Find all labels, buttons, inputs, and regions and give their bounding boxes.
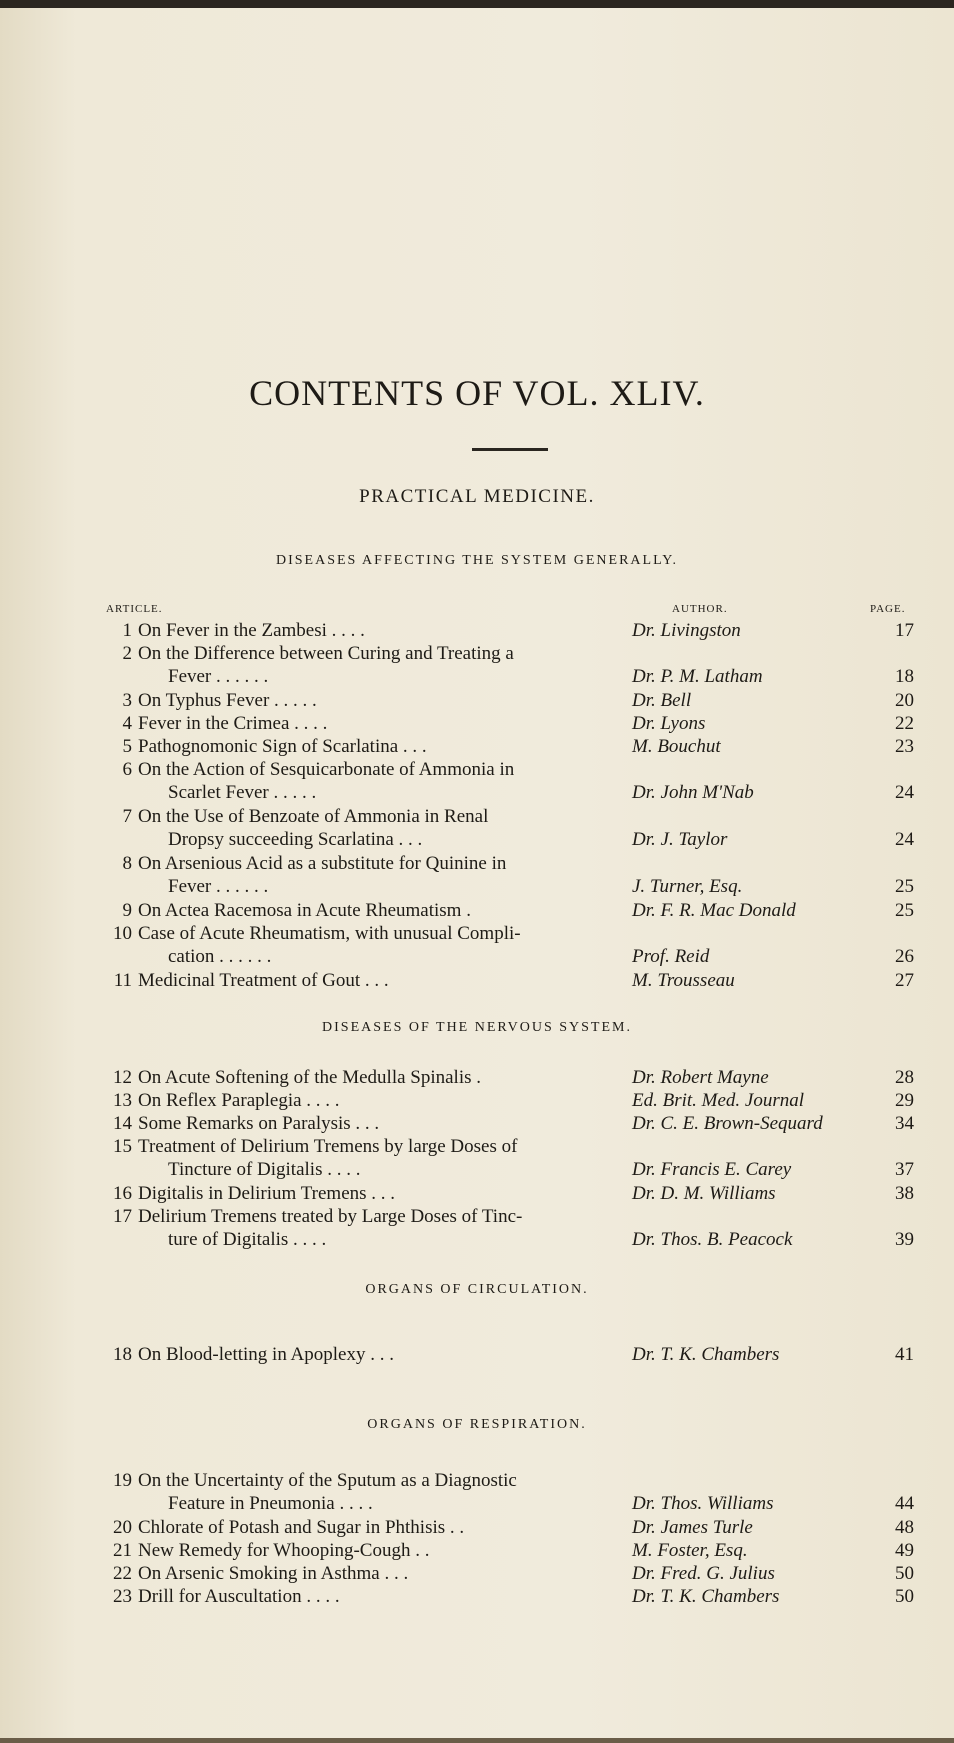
toc-entry bbox=[0, 1067, 954, 1090]
toc-entry bbox=[0, 853, 954, 900]
page-number: 27 bbox=[895, 970, 914, 991]
article-title-continued: ture of Digitalis . . . . bbox=[168, 1229, 327, 1250]
article-author: Dr. C. E. Brown-Sequard bbox=[632, 1113, 823, 1134]
article-number: 22 bbox=[113, 1563, 132, 1584]
toc-entry bbox=[0, 1344, 954, 1367]
toc-entry bbox=[0, 970, 954, 993]
article-author: Dr. T. K. Chambers bbox=[632, 1344, 780, 1365]
article-author: Dr. Francis E. Carey bbox=[632, 1159, 792, 1180]
article-number: 11 bbox=[113, 970, 132, 991]
article-title-continued: Fever . . . . . . bbox=[168, 666, 269, 687]
page-number: 22 bbox=[895, 713, 914, 734]
article-title: On Reflex Paraplegia . . . . bbox=[138, 1090, 340, 1111]
article-title: On Arsenic Smoking in Asthma . . . bbox=[138, 1563, 409, 1584]
column-header-author: AUTHOR. bbox=[672, 603, 728, 615]
page-title: CONTENTS OF VOL. XLIV. bbox=[249, 373, 705, 413]
article-number: 21 bbox=[113, 1540, 132, 1561]
page-number: 39 bbox=[895, 1229, 914, 1250]
article-title-continued: Feature in Pneumonia . . . . bbox=[168, 1493, 373, 1514]
article-number: 4 bbox=[122, 713, 132, 734]
page-number: 37 bbox=[895, 1159, 914, 1180]
article-title: Pathognomonic Sign of Scarlatina . . . bbox=[138, 736, 427, 757]
article-title: Delirium Tremens treated by Large Doses of Tinc- bbox=[138, 1206, 523, 1227]
page-number: 44 bbox=[895, 1493, 914, 1514]
article-author: Dr. Thos. Williams bbox=[632, 1493, 774, 1514]
article-author: J. Turner, Esq. bbox=[632, 876, 743, 897]
article-number: 6 bbox=[122, 759, 132, 780]
article-title: On Blood-letting in Apoplexy . . . bbox=[138, 1344, 394, 1365]
section-heading: DISEASES AFFECTING THE SYSTEM GENERALLY. bbox=[275, 553, 679, 568]
article-number: 9 bbox=[122, 900, 132, 921]
page-number: 26 bbox=[895, 946, 914, 967]
page-number: 29 bbox=[895, 1090, 914, 1111]
column-header-page: PAGE. bbox=[870, 603, 906, 615]
article-number: 18 bbox=[113, 1344, 132, 1365]
article-number: 12 bbox=[113, 1067, 132, 1088]
article-number: 23 bbox=[113, 1586, 132, 1607]
article-title-continued: Dropsy succeeding Scarlatina . . . bbox=[168, 829, 423, 850]
article-author: Dr. P. M. Latham bbox=[632, 666, 763, 687]
page-number: 25 bbox=[895, 900, 914, 921]
article-author: Dr. Robert Mayne bbox=[632, 1067, 769, 1088]
article-number: 7 bbox=[122, 806, 132, 827]
article-number: 5 bbox=[122, 736, 132, 757]
article-number: 15 bbox=[113, 1136, 132, 1157]
page-top-edge bbox=[0, 0, 954, 8]
toc-entry bbox=[0, 900, 954, 923]
article-number: 17 bbox=[113, 1206, 132, 1227]
toc-entry bbox=[0, 1136, 954, 1183]
article-author: Dr. T. K. Chambers bbox=[632, 1586, 780, 1607]
article-title: On Actea Racemosa in Acute Rheumatism . bbox=[138, 900, 471, 921]
article-title: On the Use of Benzoate of Ammonia in Renal bbox=[138, 806, 489, 827]
article-author: Dr. F. R. Mac Donald bbox=[632, 900, 796, 921]
article-title-continued: Fever . . . . . . bbox=[168, 876, 269, 897]
page-number: 24 bbox=[895, 782, 914, 803]
page-subtitle: PRACTICAL MEDICINE. bbox=[359, 486, 595, 507]
article-author: Dr. Livingston bbox=[632, 620, 741, 641]
article-title: On the Uncertainty of the Sputum as a Diagnostic bbox=[138, 1470, 517, 1491]
toc-entry bbox=[0, 620, 954, 643]
article-title-continued: Tincture of Digitalis . . . . bbox=[168, 1159, 361, 1180]
article-author: Dr. J. Taylor bbox=[632, 829, 728, 850]
article-number: 19 bbox=[113, 1470, 132, 1491]
article-number: 2 bbox=[122, 643, 132, 664]
page-number: 23 bbox=[895, 736, 914, 757]
article-title: Fever in the Crimea . . . . bbox=[138, 713, 328, 734]
toc-entry bbox=[0, 1183, 954, 1206]
article-number: 16 bbox=[113, 1183, 132, 1204]
article-title: Some Remarks on Paralysis . . . bbox=[138, 1113, 380, 1134]
entry-list bbox=[0, 1067, 954, 1253]
toc-entry bbox=[0, 713, 954, 736]
article-number: 14 bbox=[113, 1113, 132, 1134]
article-author: Dr. D. M. Williams bbox=[632, 1183, 776, 1204]
article-author: M. Trousseau bbox=[632, 970, 735, 991]
toc-entry bbox=[0, 1586, 954, 1609]
article-author: Dr. Lyons bbox=[632, 713, 706, 734]
article-author: Dr. John M'Nab bbox=[632, 782, 754, 803]
toc-entry bbox=[0, 1113, 954, 1136]
toc-entry bbox=[0, 759, 954, 806]
article-author: Dr. Fred. G. Julius bbox=[632, 1563, 775, 1584]
page-number: 49 bbox=[895, 1540, 914, 1561]
article-author: M. Foster, Esq. bbox=[632, 1540, 748, 1561]
toc-entry bbox=[0, 1470, 954, 1517]
page-number: 38 bbox=[895, 1183, 914, 1204]
page-number: 48 bbox=[895, 1517, 914, 1538]
article-title-continued: Scarlet Fever . . . . . bbox=[168, 782, 317, 803]
toc-entry bbox=[0, 806, 954, 853]
toc-entry bbox=[0, 1517, 954, 1540]
article-title: Digitalis in Delirium Tremens . . . bbox=[138, 1183, 396, 1204]
entry-list bbox=[0, 1344, 954, 1367]
section-heading: DISEASES OF THE NERVOUS SYSTEM. bbox=[322, 1020, 632, 1035]
article-title: Medicinal Treatment of Gout . . . bbox=[138, 970, 389, 991]
entry-list bbox=[0, 620, 954, 993]
article-title: Chlorate of Potash and Sugar in Phthisis . . bbox=[138, 1517, 465, 1538]
page-bottom-edge bbox=[0, 1738, 954, 1743]
page-number: 28 bbox=[895, 1067, 914, 1088]
toc-entry bbox=[0, 1206, 954, 1253]
toc-entry bbox=[0, 643, 954, 690]
toc-entry bbox=[0, 690, 954, 713]
toc-entry bbox=[0, 923, 954, 970]
article-title: Drill for Auscultation . . . . bbox=[138, 1586, 340, 1607]
article-number: 13 bbox=[113, 1090, 132, 1111]
article-author: Ed. Brit. Med. Journal bbox=[632, 1090, 805, 1111]
page-number: 50 bbox=[895, 1586, 914, 1607]
page-number: 24 bbox=[895, 829, 914, 850]
article-author: Dr. Thos. B. Peacock bbox=[632, 1229, 793, 1250]
article-title: On the Difference between Curing and Treating a bbox=[138, 643, 514, 664]
entry-list bbox=[0, 1470, 954, 1609]
article-author: M. Bouchut bbox=[632, 736, 721, 757]
page-number: 50 bbox=[895, 1563, 914, 1584]
article-number: 20 bbox=[113, 1517, 132, 1538]
section-heading: ORGANS OF RESPIRATION. bbox=[367, 1417, 587, 1432]
article-number: 8 bbox=[122, 853, 132, 874]
article-title: On the Action of Sesquicarbonate of Ammonia in bbox=[138, 759, 515, 780]
article-title: New Remedy for Whooping-Cough . . bbox=[138, 1540, 430, 1561]
title-rule bbox=[472, 448, 548, 451]
article-title: On Arsenious Acid as a substitute for Quinine in bbox=[138, 853, 507, 874]
toc-entry bbox=[0, 1540, 954, 1563]
page-number: 20 bbox=[895, 690, 914, 711]
page-number: 17 bbox=[895, 620, 914, 641]
toc-entry bbox=[0, 736, 954, 759]
article-author: Dr. Bell bbox=[632, 690, 692, 711]
toc-entry bbox=[0, 1090, 954, 1113]
page-number: 18 bbox=[895, 666, 914, 687]
article-title: Treatment of Delirium Tremens by large Doses of bbox=[138, 1136, 518, 1157]
article-number: 3 bbox=[122, 690, 132, 711]
article-author: Dr. James Turle bbox=[632, 1517, 753, 1538]
page-number: 25 bbox=[895, 876, 914, 897]
article-number: 1 bbox=[122, 620, 132, 641]
article-title: On Acute Softening of the Medulla Spinalis . bbox=[138, 1067, 482, 1088]
article-title: On Fever in the Zambesi . . . . bbox=[138, 620, 365, 641]
section-heading: ORGANS OF CIRCULATION. bbox=[365, 1282, 589, 1297]
page-number: 41 bbox=[895, 1344, 914, 1365]
article-title-continued: cation . . . . . . bbox=[168, 946, 272, 967]
toc-entry bbox=[0, 1563, 954, 1586]
column-header-article: ARTICLE. bbox=[106, 603, 163, 615]
article-title: On Typhus Fever . . . . . bbox=[138, 690, 317, 711]
article-title: Case of Acute Rheumatism, with unusual Compli- bbox=[138, 923, 521, 944]
article-number: 10 bbox=[113, 923, 132, 944]
article-author: Prof. Reid bbox=[632, 946, 710, 967]
page-number: 34 bbox=[895, 1113, 914, 1134]
